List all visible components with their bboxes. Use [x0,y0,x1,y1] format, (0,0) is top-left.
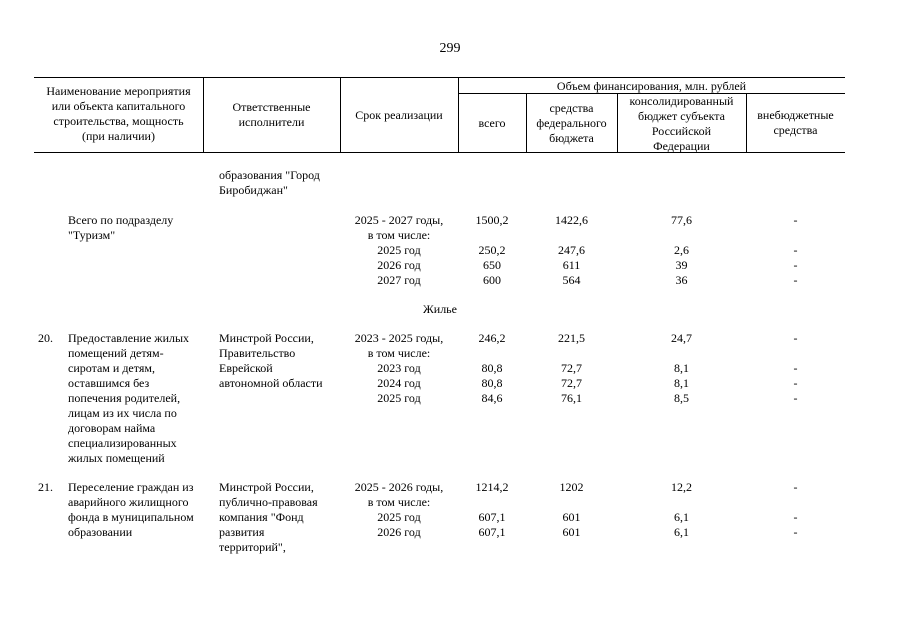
subtotal-regional: 77,6 2,6 39 36 [671,213,692,287]
header-regional-column: консолидированный бюджет субъекта Российской Федерации [629,94,734,153]
row-regional: 24,7 8,1 8,1 8,5 [671,331,692,405]
header-top-rule [34,77,845,78]
row-executors: Минстрой России, Правительство Еврейской автономной области [219,331,323,390]
row-regional: 12,2 6,1 6,1 [671,480,692,539]
row-total: 1214,2 607,1 607,1 [475,480,509,539]
row-total: 246,2 80,8 80,8 84,6 [478,331,506,405]
row-number: 20. [38,331,53,345]
subtotal-period: 2025 - 2027 годы, в том числе: 2025 год 2026 год 2027 год [354,213,444,287]
header-name-column: Наименование мероприятия или объекта капитального строительства, мощность (при наличии) [46,84,191,143]
header-extra-column: внебюджетные средства [757,108,834,137]
header-executors-column: Ответственные исполнители [232,100,311,129]
row-number: 21. [38,480,53,494]
header-total-column: всего [478,116,506,130]
subtotal-federal: 1422,6 247,6 611 564 [555,213,588,287]
header-financing-column: Объем финансирования, млн. рублей [556,79,747,93]
row-federal: 1202 601 601 [559,480,584,539]
row-extra: - - - [793,480,798,539]
row-period: 2023 - 2025 годы, в том числе: 2023 год 2024 год 2025 год [354,331,444,405]
subtotal-extra: - - - - [793,213,798,287]
page-number: 299 [439,41,461,56]
subtotal-total: 1500,2 250,2 650 600 [475,213,509,287]
subtotal-name: Всего по подразделу "Туризм" [68,213,174,242]
section-title: Жилье [423,302,457,316]
header-period-column: Срок реализации [355,108,443,122]
continuation-executors: образования "Город Биробиджан" [219,168,320,197]
row-executors: Минстрой России, публично-правовая компания "Фонд развития территорий", [219,480,318,554]
header-federal-column: средства федерального бюджета [536,101,607,145]
row-extra: - - - - [793,331,798,405]
row-federal: 221,5 72,7 72,7 76,1 [558,331,585,405]
row-name: Переселение граждан из аварийного жилищного фонда в муниципальном образовании [68,480,194,539]
row-name: Предоставление жилых помещений детям- сиротам и детям, оставшимся без попечения родителей, лицам из их числа по договорам найма специализированных жилых помещений [68,331,190,465]
row-period: 2025 - 2026 годы, в том числе: 2025 год 2026 год [354,480,444,539]
